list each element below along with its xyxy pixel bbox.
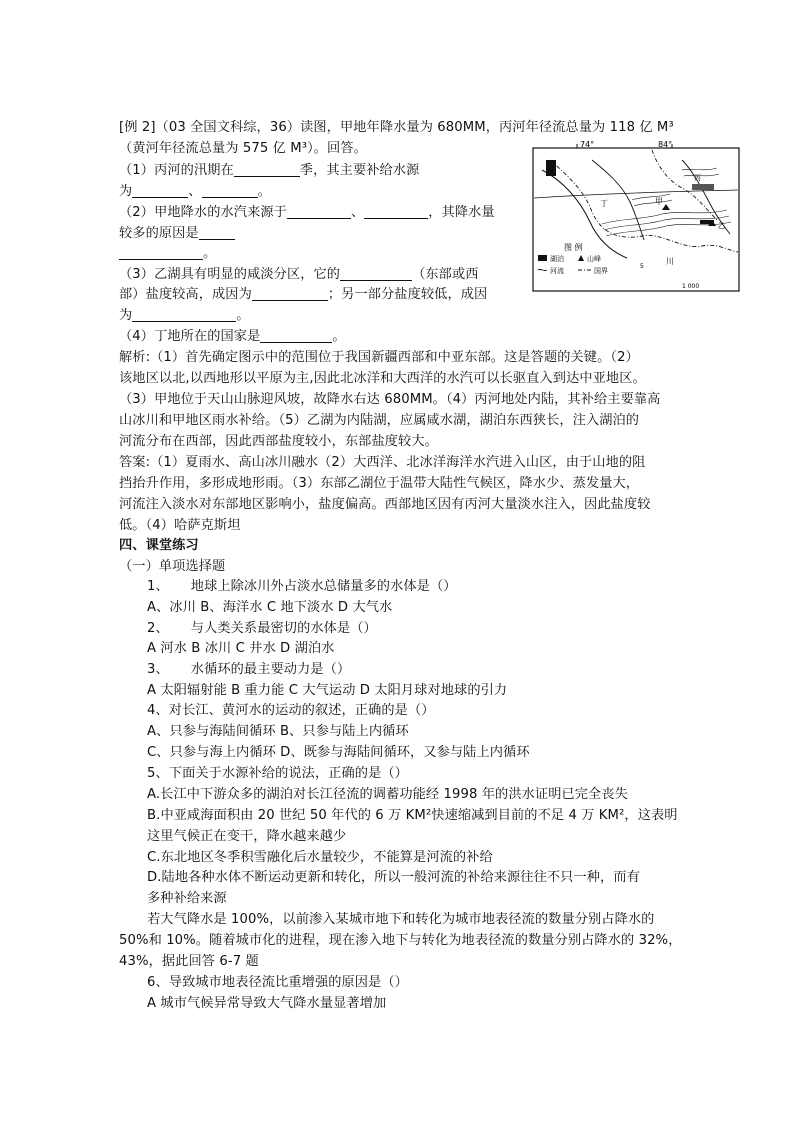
answer-blank [132, 183, 188, 198]
example-question-3-cont [119, 285, 487, 305]
answer-line: 低。（4）哈萨克斯坦 [119, 518, 241, 533]
q3-text-e: 为 [119, 308, 133, 323]
question-6-option-a: A 城市气候异常导致大气降水量显著增加 [147, 996, 387, 1011]
question-1 [147, 577, 457, 597]
example-question-2 [119, 203, 495, 223]
example-question-2-cont2 [119, 244, 216, 264]
answer-blank [132, 307, 236, 322]
q1-text-a: （1）丙河的汛期在 [119, 163, 234, 178]
question-1-options: A、冰川 B、海洋水 C 地下淡水 D 大气水 [147, 600, 393, 615]
place-label-jia: 甲 [655, 197, 663, 206]
question-stem-line: 50%和 10%。随着城市化的进程，现在渗入地下与转化为地表径流的数量分别占降水的 32%， [119, 933, 682, 948]
q3-text-a: （3）乙湖具有明显的咸淡分区，它的 [119, 267, 341, 282]
legend-title: 图 例 [564, 243, 583, 252]
place-label-chuan: 川 [666, 257, 674, 266]
example-question-4 [119, 327, 346, 347]
q3-text-f: 。 [236, 308, 250, 323]
example-header-line1: [例 2]（03 全国文科综，36）读图，甲地年降水量为 680MM，丙河年径流总量为 118 亿 M³ [119, 120, 674, 135]
question-5-option-d: D.陆地各种水体不断运动更新和转化，所以一般河流的补给来源往往不只一种，而有 [147, 870, 640, 885]
question-text: 与人类关系最密切的水体是（） [190, 621, 377, 636]
map-scale: 1 000 [682, 283, 700, 290]
legend-border: 国界 [594, 267, 608, 275]
q1-text-c: 为 [119, 184, 133, 199]
answer-blank [260, 328, 332, 343]
question-4-options-2: C、只参与海上内循环 D、既参与海陆间循环，又参与陆上内循环 [147, 745, 530, 760]
answer-line: 河流注入淡水对东部地区影响小，盐度偏高。西部地区因有丙河大量淡水注入，因此盐度较 [119, 497, 651, 512]
question-text: 水循环的最主要动力是（） [190, 662, 351, 677]
q1-text-b: 季，其主要补给水源 [299, 163, 420, 178]
q2-text-c: ，其降水量 [428, 205, 495, 220]
longitude-label: 84° [658, 140, 673, 149]
q2-text-b: 、 [350, 205, 365, 220]
question-3-options: A 太阳辐射能 B 重力能 C 大气运动 D 太阳月球对地球的引力 [147, 683, 508, 698]
section-title: 四、课堂练习 [119, 538, 199, 553]
question-6: 6、导致城市地表径流比重增强的原因是（） [147, 975, 408, 990]
q2-text-d: 较多的原因是 [119, 226, 199, 241]
question-number: 3、 [147, 662, 169, 677]
answer-blank [252, 286, 328, 301]
answer-blank [199, 225, 235, 240]
question-3 [147, 660, 350, 680]
q3-text-c: 部）盐度较高，成因为 [119, 287, 252, 302]
answer-line: 答案:（1）夏雨水、高山冰川融水（2）大西洋、北冰洋海洋水汽进入山区，由于山地的阻 [119, 455, 646, 470]
answer-blank [119, 245, 203, 260]
q1-text-e: 。 [257, 184, 271, 199]
q2-text-e: 。 [203, 246, 217, 261]
question-5-option-b-cont: 这里气候正在变干，降水越来越少 [147, 829, 347, 844]
question-5: 5、下面关于水源补给的说法，正确的是（） [147, 766, 408, 781]
legend-peak: 山峰 [587, 255, 601, 263]
analysis-line: 解析:（1）首先确定图示中的范围位于我国新疆西部和中亚东部。这是答题的关键。（2） [119, 350, 639, 365]
q1-text-d: 、 [188, 184, 202, 199]
example-question-3-cont2 [119, 306, 250, 326]
analysis-line: 河流分布在西部，因此西部盐度较小，东部盐度较大。 [119, 434, 438, 449]
answer-line: 挡抬升作用，多形成地形雨。（3）东部乙湖位于温带大陆性气候区，降水少、蒸发量大， [119, 476, 640, 491]
q4-text-b: 。 [332, 329, 346, 344]
example-header-line2: （黄河年径流总量为 575 亿 M³）。回答。 [119, 141, 367, 156]
legend-lake: 湖泊 [550, 255, 564, 263]
number-label: 5 [640, 263, 644, 270]
legend-river: 河流 [550, 267, 564, 275]
subsection-title: （一）单项选择题 [119, 559, 226, 574]
q3-text-b: （东部或西 [412, 267, 479, 282]
question-5-option-b: B.中亚咸海面积由 20 世纪 50 年代的 6 万 KM²快速缩减到目前的不足 4 万 KM²，这表明 [147, 808, 678, 823]
question-5-option-a: A.长江中下游众多的湖泊对长江径流的调蓄功能经 1998 年的洪水证明已完全丧失 [147, 787, 628, 802]
answer-blank [202, 183, 258, 198]
example-question-1 [119, 161, 419, 181]
answer-blank [364, 204, 428, 219]
analysis-line: （3）甲地位于天山山脉迎风坡，故降水右达 680MM。（4）丙河地处内陆，其补给主要靠高 [119, 392, 661, 407]
question-5-option-c: C.东北地区冬季积雪融化后水量较少，不能算是河流的补给 [147, 850, 493, 865]
q4-text-a: （4）丁地所在的国家是 [119, 329, 261, 344]
question-number: 2、 [147, 621, 169, 636]
answer-blank [234, 162, 300, 177]
example-question-1-cont [119, 182, 271, 202]
question-stem-line: 若大气降水是 100%，以前渗入某城市地下和转化为城市地表径流的数量分别占降水的 [147, 912, 655, 927]
question-stem-line: 43%，据此回答 6-7 题 [119, 954, 259, 969]
question-text: 地球上除冰川外占淡水总储量多的水体是（） [190, 579, 457, 594]
answer-blank [340, 266, 412, 281]
question-4-options-1: A、只参与海陆间循环 B、只参与陆上内循环 [147, 724, 409, 739]
question-2-options: A 河水 B 冰川 C 井水 D 湖泊水 [147, 641, 335, 656]
question-number: 1、 [147, 579, 169, 594]
analysis-line: 山冰川和甲地区雨水补给。（5）乙湖为内陆湖，应属咸水湖，湖泊东西狭长，注入湖泊的 [119, 413, 640, 428]
example-question-3 [119, 265, 479, 285]
place-label-bing: 丙 [694, 174, 701, 182]
place-label-ding: 丁 [600, 199, 608, 208]
q3-text-d: ；另一部分盐度较低，成因 [327, 287, 488, 302]
analysis-line: 该地区以北,以西地形以平原为主,因此北冰洋和大西洋的水汽可以长驱直入到达中亚地区。 [119, 371, 646, 386]
question-5-option-d-cont: 多种补给来源 [147, 891, 227, 906]
q2-text-a: （2）甲地降水的水汽来源于 [119, 205, 287, 220]
longitude-label: 74° [580, 140, 595, 149]
example-question-2-cont [119, 224, 235, 244]
region-map-figure [532, 140, 740, 295]
place-label-yi: 乙 [718, 222, 725, 230]
lake-shape [546, 160, 556, 176]
answer-blank [287, 204, 351, 219]
question-2 [147, 619, 377, 639]
question-4: 4、对长江、黄河水的运动的叙述，正确的是（） [147, 703, 435, 718]
